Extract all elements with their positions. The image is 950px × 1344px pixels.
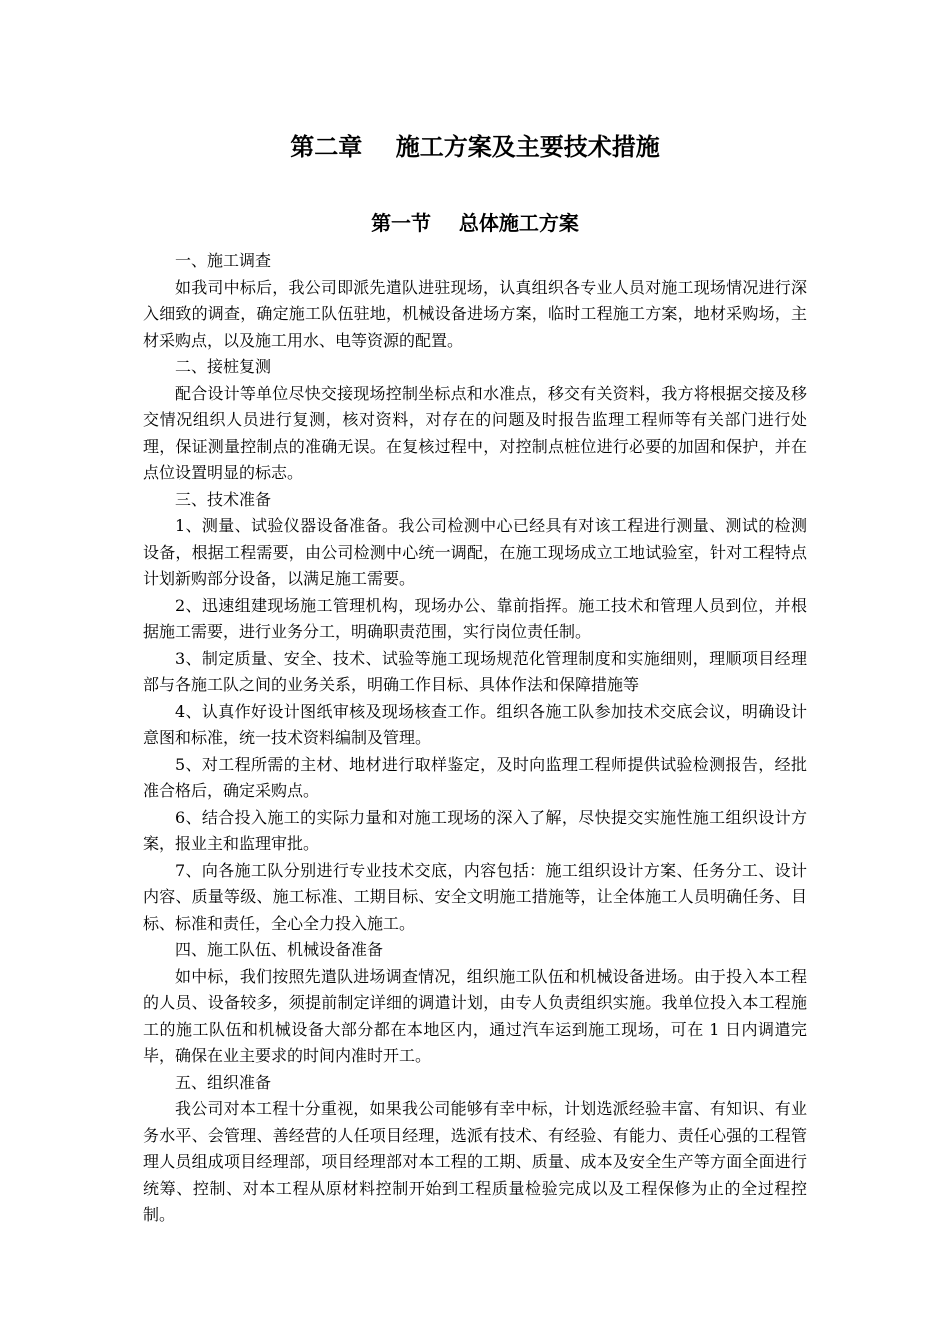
paragraph: 3、制定质量、安全、技术、试验等施工现场规范化管理制度和实施细则，理顺项目经理部与各施工队之间的业务关系，明确工作目标、具体作法和保障措施等 <box>143 648 807 694</box>
paragraph: 如中标，我们按照先遣队进场调查情况，组织施工队伍和机械设备进场。由于投入本工程的人员、设备较多，须提前制定详细的调遣计划，由专人负责组织实施。我单位投入本工程施工的施工队伍和机械设备大部分都在本地区内，通过汽车运到施工现场，可在 1 日内调遣完毕，确保在业主要求的时间内准时开工。 <box>143 966 807 1065</box>
subsection-heading: 二、接桩复测 <box>175 357 272 376</box>
subsection-heading: 四、施工队伍、机械设备准备 <box>175 940 384 959</box>
subsection-heading: 三、技术准备 <box>175 489 272 509</box>
paragraph: 2、迅速组建现场施工管理机构，现场办公、靠前指挥。施工技术和管理人员到位，并根据施工需要，进行业务分工，明确职责范围，实行岗位责任制。 <box>143 595 807 641</box>
document-body <box>143 248 807 1229</box>
paragraph: 如我司中标后，我公司即派先遣队进驻现场，认真组织各专业人员对施工现场情况进行深入细致的调查，确定施工队伍驻地，机械设备进场方案，临时工程施工方案，地材采购场，主材采购点，以及施工用水、电等资源的配置。 <box>143 277 807 350</box>
section-title: 第一节 总体施工方案 <box>371 211 579 235</box>
paragraph: 1、测量、试验仪器设备准备。我公司检测中心已经具有对该工程进行测量、测试的检测设备，根据工程需要，由公司检测中心统一调配，在施工现场成立工地试验室，针对工程特点计划新购部分设备，以满足施工需要。 <box>143 516 807 588</box>
subsection-heading: 一、施工调查 <box>175 251 272 270</box>
chapter-title: 第二章 施工方案及主要技术措施 <box>290 133 660 161</box>
paragraph: 配合设计等单位尽快交接现场控制坐标点和水准点，移交有关资料，我方将根据交接及移交情况组织人员进行复测，核对资料，对存在的问题及时报告监理工程师等有关部门进行处理，保证测量控制点的准确无误。在复核过程中，对控制点桩位进行必要的加固和保护，并在点位设置明显的标志。 <box>143 383 807 482</box>
paragraph: 6、结合投入施工的实际力量和对施工现场的深入了解，尽快提交实施性施工组织设计方案，报业主和监理审批。 <box>143 807 807 853</box>
paragraph: 5、对工程所需的主材、地材进行取样鉴定，及时向监理工程师提供试验检测报告，经批准合格后，确定采购点。 <box>143 754 807 800</box>
paragraph: 我公司对本工程十分重视，如果我公司能够有幸中标，计划选派经验丰富、有知识、有业务水平、会管理、善经营的人任项目经理，选派有技术、有经验、有能力、责任心强的工程管理人员组成项目经理部，项目经理部对本工程的工期、质量、成本及安全生产等方面全面进行统筹、控制、对本工程从原材料控制开始到工程质量检验完成以及工程保修为止的全过程控制。 <box>143 1099 807 1224</box>
subsection-heading: 五、组织准备 <box>175 1072 272 1092</box>
paragraph: 7、向各施工队分别进行专业技术交底，内容包括：施工组织设计方案、任务分工、设计内容、质量等级、施工标准、工期目标、安全文明施工措施等，让全体施工人员明确任务、目标、标准和责任，全心全力投入施工。 <box>143 860 807 933</box>
paragraph: 4、认真作好设计图纸审核及现场核查工作。组织各施工队参加技术交底会议，明确设计意图和标准，统一技术资料编制及管理。 <box>143 701 807 747</box>
